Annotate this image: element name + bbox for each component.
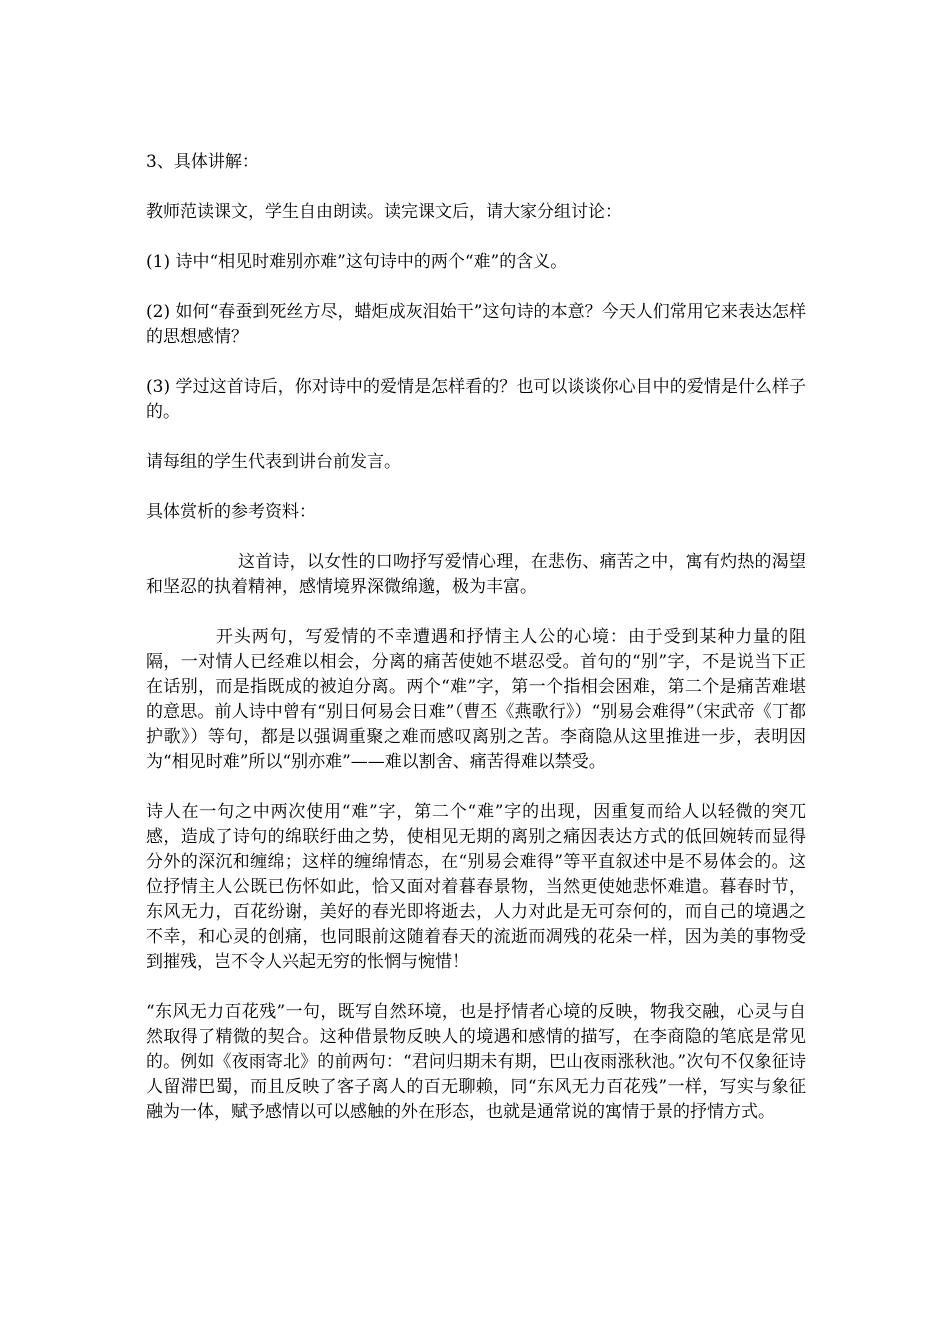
document-page: [146, 150, 806, 1150]
reference-heading: 具体赏析的参考资料：: [146, 502, 316, 522]
analysis-paragraph-2: 开头两句，写爱情的不幸遭遇和抒情主人公的心境：由于受到某种力量的阻隔，一对情人已经难以相会，分离的痛苦使她不堪忍受。首句的“别”字，不是说当下正在话别，而是指既成的被迫分离。两个“难”字，第一个指相会困难，第二个是痛苦难堪的意思。前人诗中曾有“别日何易会日难”（曹丕《燕歌行》）“别易会难得”（宋武帝《丁都护歌》）等句，都是以强调重聚之难而感叹离别之苦。李商隐从这里推进一步，表明因为“相见时难”所以“别亦难”——难以割舍、痛苦得难以禁受。: [146, 627, 806, 772]
analysis-paragraph-1: 这首诗，以女性的口吻抒写爱情心理，在悲伤、痛苦之中，寓有灼热的渴望和坚忍的执着精神，感情境界深微绵邈，极为丰富。: [146, 552, 806, 597]
discussion-question-1: (1) 诗中“相见时难别亦难”这句诗中的两个“难”的含义。: [146, 252, 568, 272]
discussion-question-3: (3) 学过这首诗后，你对诗中的爱情是怎样看的？也可以谈谈你心目中的爱情是什么样子的。: [146, 377, 806, 422]
analysis-paragraph-3: 诗人在一句之中两次使用“难”字，第二个“难”字的出现，因重复而给人以轻微的突兀感，造成了诗句的绵联纡曲之势，使相见无期的离别之痛因表达方式的低回婉转而显得分外的深沉和缠绵；这样的缠绵情态，在“别易会难得”等平直叙述中是不易体会的。这位抒情主人公既已伤怀如此，恰又面对着暮春景物，当然更使她悲怀难遣。暮春时节，东风无力，百花纷谢，美好的春光即将逝去，人力对此是无可奈何的，而自己的境遇之不幸，和心灵的创痛，也同眼前这随着春天的流逝而凋残的花朵一样，因为美的事物受到摧残，岂不令人兴起无穷的怅惘与惋惜！: [146, 802, 806, 972]
analysis-paragraph-4: “东风无力百花残”一句，既写自然环境，也是抒情者心境的反映，物我交融，心灵与自然取得了精微的契合。这种借景物反映人的境遇和感情的描写，在李商隐的笔底是常见的。例如《夜雨寄北》的前两句：“君问归期未有期，巴山夜雨涨秋池。”次句不仅象征诗人留滞巴蜀，而且反映了客子离人的百无聊赖，同“东风无力百花残”一样，写实与象征融为一体，赋予感情以可以感触的外在形态，也就是通常说的寓情于景的抒情方式。: [146, 1002, 806, 1122]
intro-paragraph: 教师范读课文，学生自由朗读。读完课文后，请大家分组讨论：: [146, 202, 622, 222]
instruction-paragraph: 请每组的学生代表到讲台前发言。: [146, 452, 401, 472]
section-heading: 3、具体讲解：: [146, 152, 259, 172]
discussion-question-2: (2) 如何“春蚕到死丝方尽，蜡炬成灰泪始干”这句诗的本意？今天人们常用它来表达怎样的思想感情？: [146, 302, 806, 347]
